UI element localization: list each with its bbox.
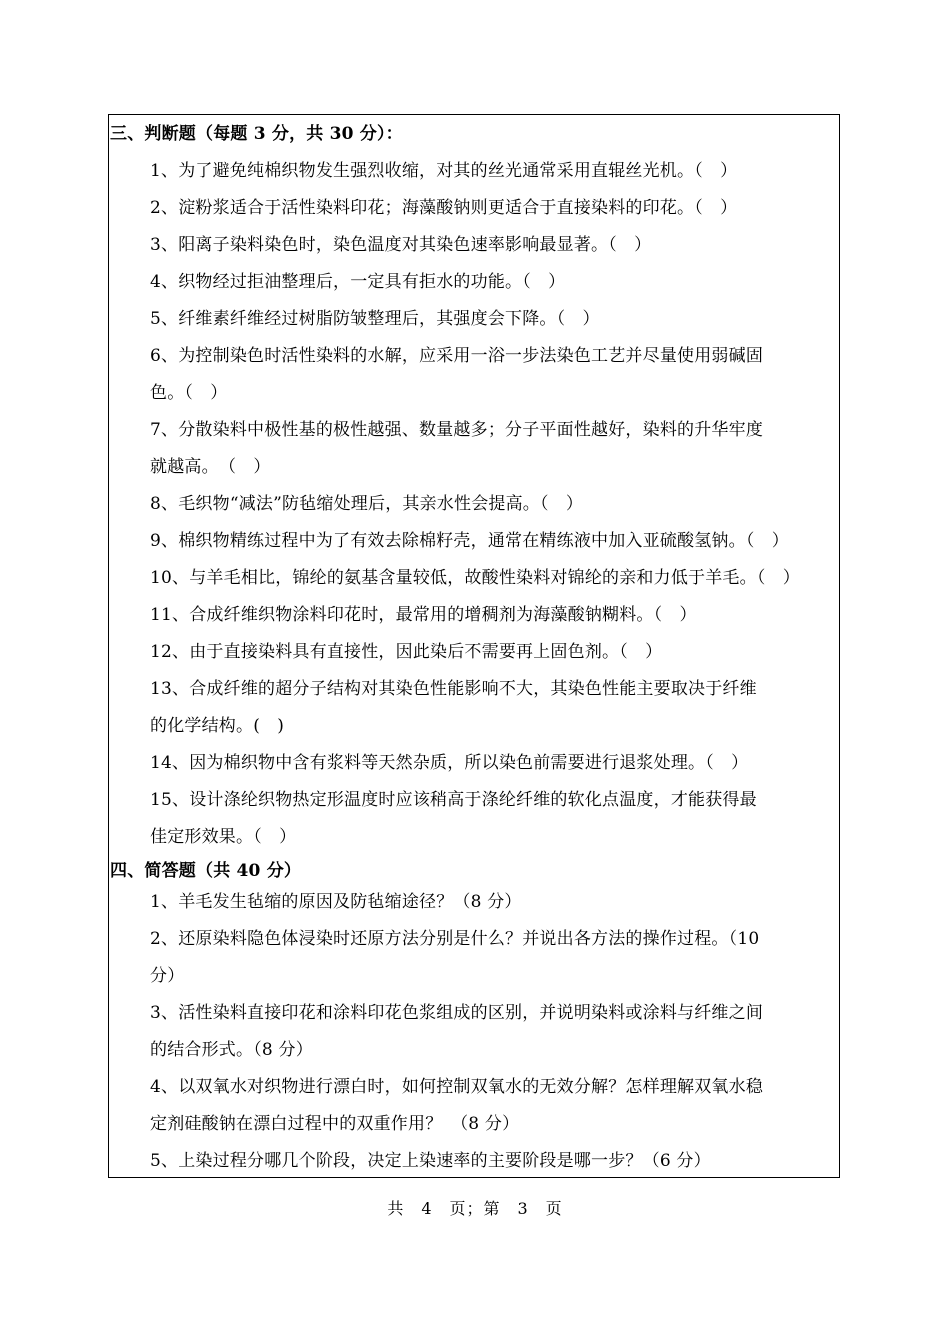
question-item: 5、上染过程分哪几个阶段，决定上染速率的主要阶段是哪一步？（6 分）	[150, 1151, 711, 1171]
question-item: 11、合成纤维织物涂料印花时，最常用的增稠剂为海藻酸钠糊料。（ ）	[150, 605, 697, 625]
question-item: 14、因为棉织物中含有浆料等天然杂质，所以染色前需要进行退浆处理。（ ）	[150, 753, 749, 773]
question-item: 15、设计涤纶织物热定形温度时应该稍高于涤纶纤维的软化点温度，才能获得最	[150, 790, 757, 810]
question-item: 5、纤维素纤维经过树脂防皱整理后，其强度会下降。（ ）	[150, 309, 600, 329]
section4-heading: 四、简答题（共 40 分）	[110, 861, 302, 881]
section3-heading: 三、判断题（每题 3 分，共 30 分）：	[110, 124, 403, 144]
question-item: 2、还原染料隐色体浸染时还原方法分别是什么？并说出各方法的操作过程。（10	[150, 929, 760, 949]
question-item-continued: 分）	[150, 966, 185, 986]
question-item-continued: 的结合形式。（8 分）	[150, 1040, 313, 1060]
question-item: 4、织物经过拒油整理后，一定具有拒水的功能。（ ）	[150, 272, 566, 292]
question-item: 3、阳离子染料染色时，染色温度对其染色速率影响最显著。（ ）	[150, 235, 652, 255]
question-item: 1、为了避免纯棉织物发生强烈收缩，对其的丝光通常采用直辊丝光机。（ ）	[150, 161, 738, 181]
question-item-continued: 定剂硅酸钠在漂白过程中的双重作用？ （8 分）	[150, 1114, 520, 1134]
question-item-continued: 色。（ ）	[150, 383, 228, 403]
question-item: 12、由于直接染料具有直接性，因此染后不需要再上固色剂。（ ）	[150, 642, 663, 662]
question-item: 10、与羊毛相比，锦纶的氨基含量较低，故酸性染料对锦纶的亲和力低于羊毛。（ ）	[150, 568, 800, 588]
question-item: 2、淀粉浆适合于活性染料印花；海藻酸钠则更适合于直接染料的印花。（ ）	[150, 198, 738, 218]
question-item-continued: 的化学结构。( )	[150, 716, 285, 736]
question-item: 13、合成纤维的超分子结构对其染色性能影响不大，其染色性能主要取决于纤维	[150, 679, 757, 699]
question-item-continued: 佳定形效果。（ ）	[150, 827, 297, 847]
question-item: 3、活性染料直接印花和涂料印花色浆组成的区别，并说明染料或涂料与纤维之间	[150, 1003, 764, 1023]
question-item: 8、毛织物“减法”防毡缩处理后，其亲水性会提高。（ ）	[150, 494, 584, 514]
question-item: 4、以双氧水对织物进行漂白时，如何控制双氧水的无效分解？怎样理解双氧水稳	[150, 1077, 764, 1097]
page-number-footer: 共 4 页；第 3 页	[387, 1199, 563, 1218]
question-item: 6、为控制染色时活性染料的水解，应采用一浴一步法染色工艺并尽量使用弱碱固	[150, 346, 764, 366]
question-item: 1、羊毛发生毡缩的原因及防毡缩途径？（8 分）	[150, 892, 522, 912]
question-item: 7、分散染料中极性基的极性越强、数量越多；分子平面性越好，染料的升华牢度	[150, 420, 764, 440]
question-item-continued: 就越高。 （ ）	[150, 457, 271, 477]
question-item: 9、棉织物精练过程中为了有效去除棉籽壳，通常在精练液中加入亚硫酸氢钠。（ ）	[150, 531, 789, 551]
